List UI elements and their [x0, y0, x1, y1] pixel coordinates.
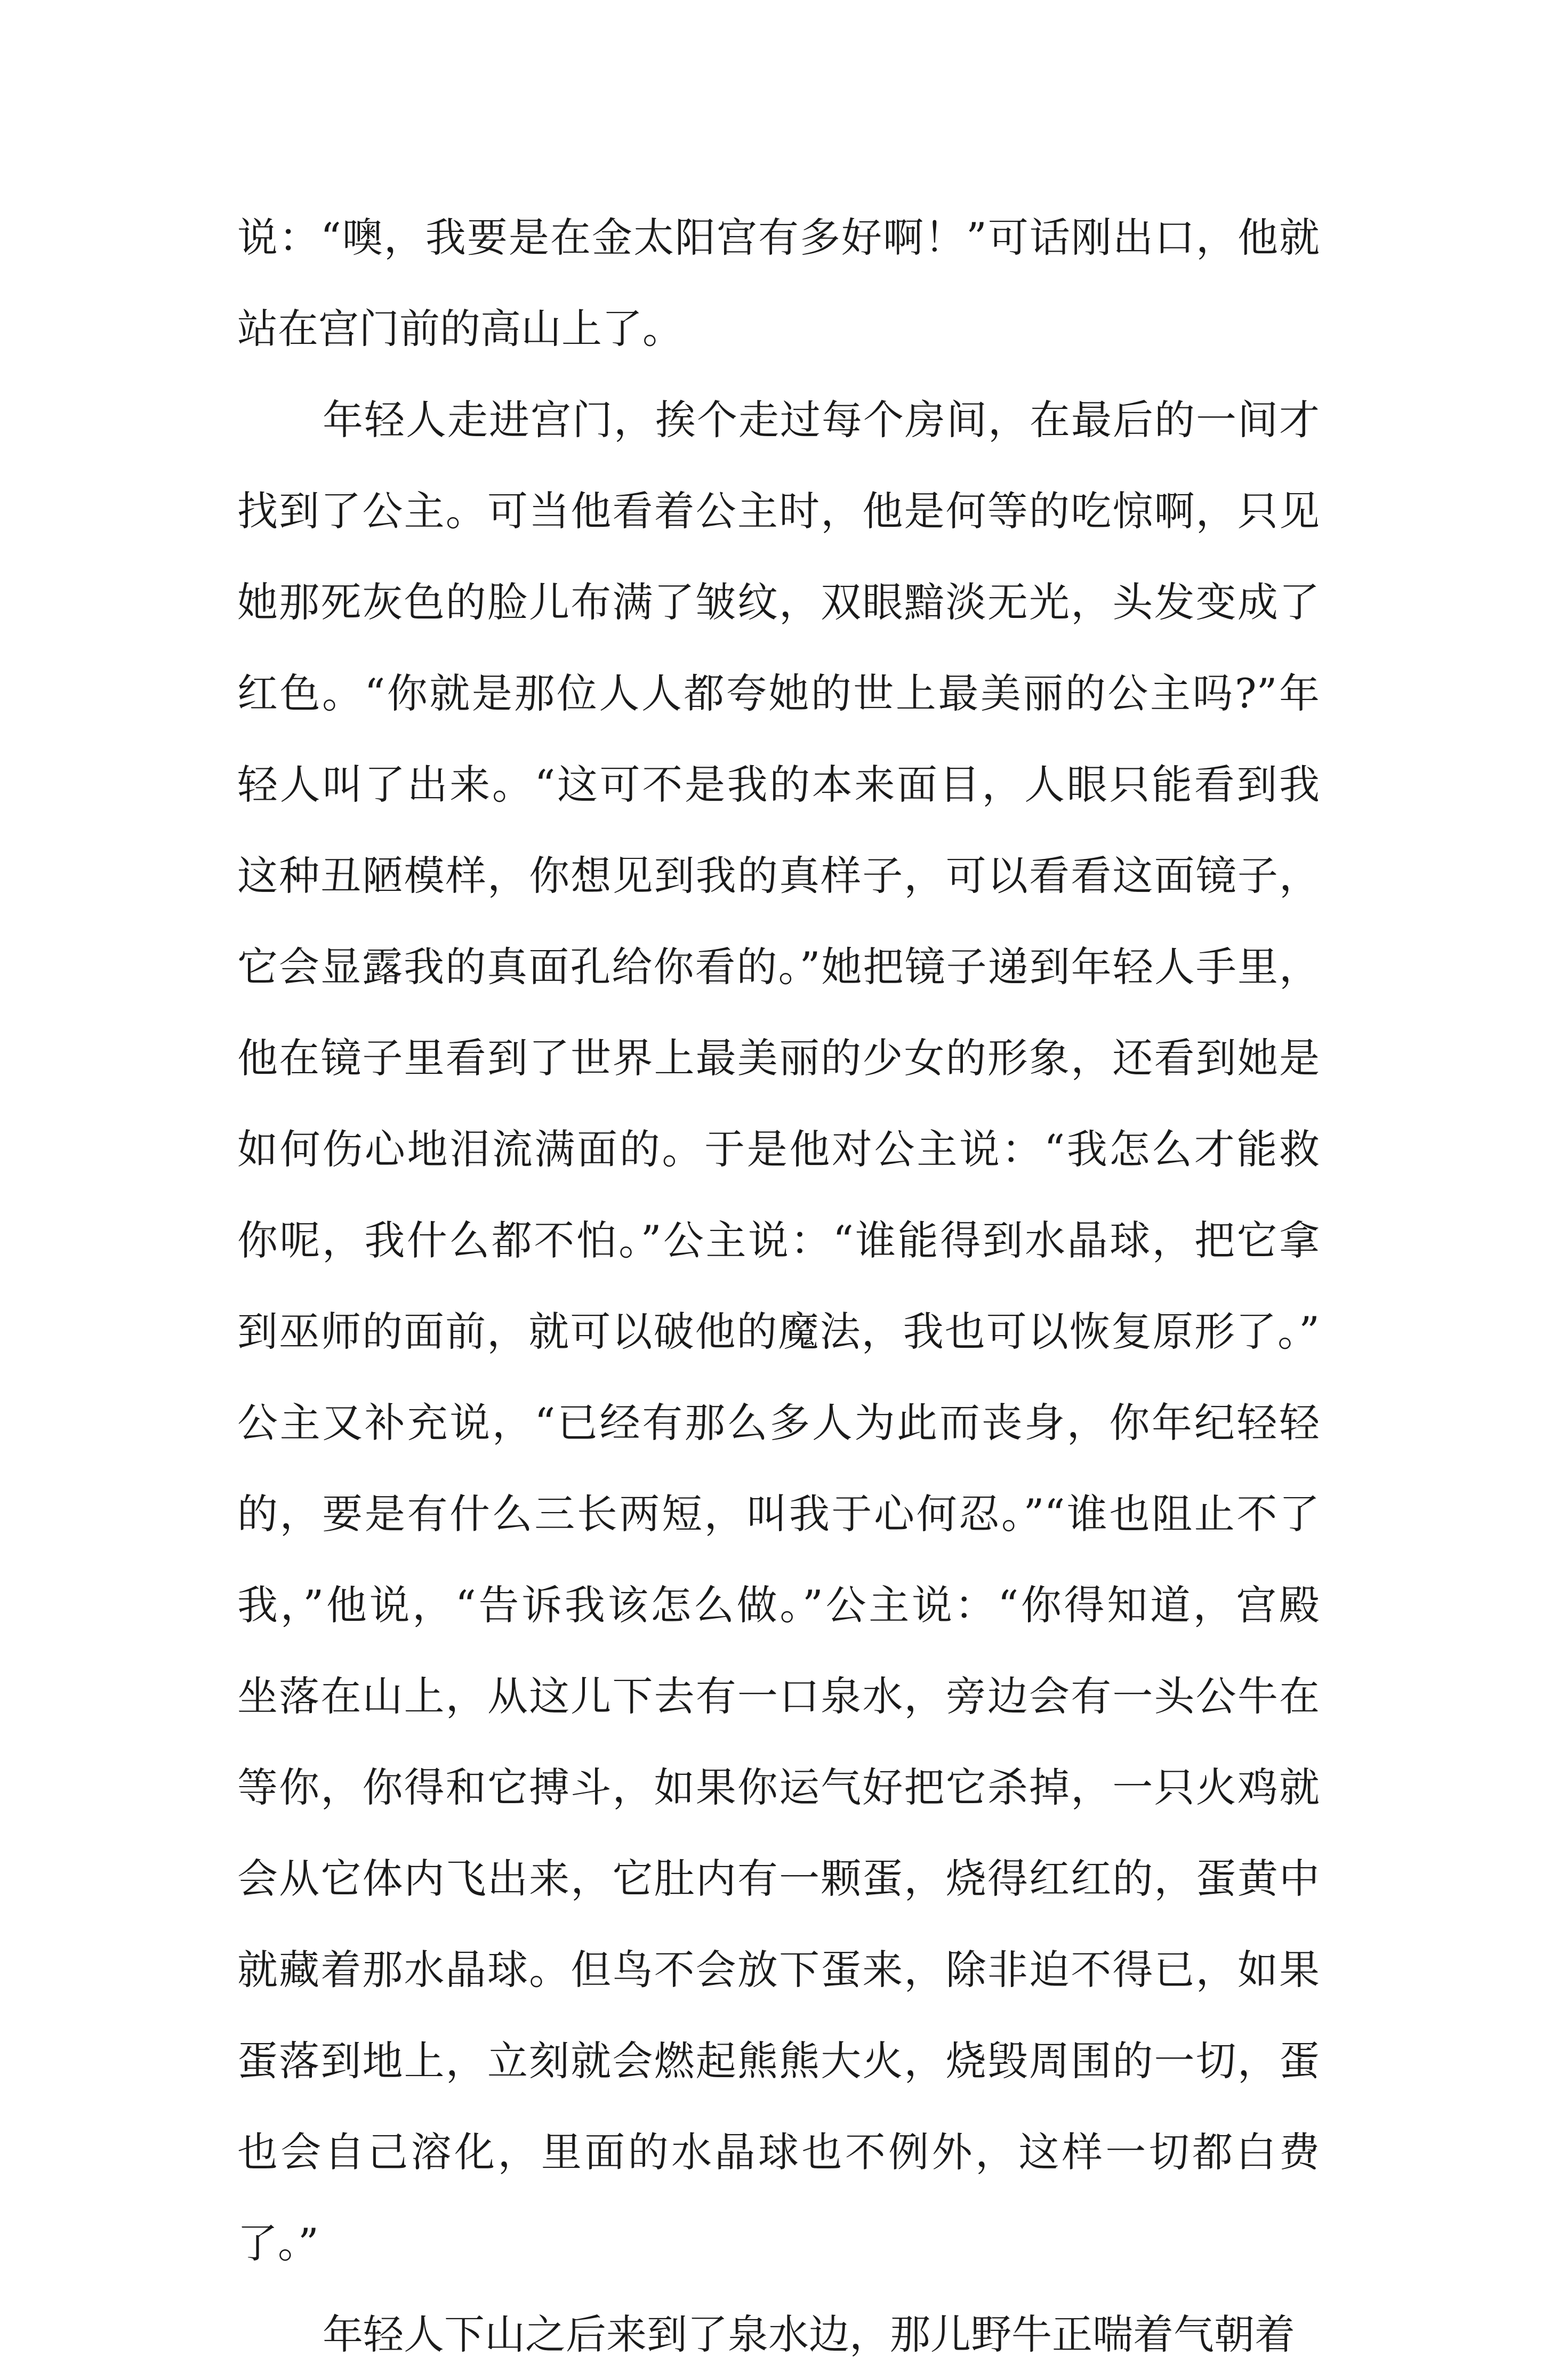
text-line: 会从它体内飞出来，它肚内有一颗蛋，烧得红红的，蛋黄中: [237, 1855, 1320, 1902]
text-line: 蛋落到地上，立刻就会燃起熊熊大火，烧毁周围的一切，蛋: [237, 2037, 1320, 2085]
text-line: 我，”他说，“告诉我该怎么做。”公主说：“你得知道，宫殿: [237, 1581, 1320, 1629]
text-line: 了。”: [237, 2220, 319, 2267]
text-line: 公主又补充说，“已经有那么多人为此而丧身，你年纪轻轻: [237, 1399, 1320, 1446]
text-line: 找到了公主。可当他看着公主时，他是何等的吃惊啊，只见: [237, 487, 1320, 535]
text-line: 的，要是有什么三长两短，叫我于心何忍。”“谁也阻止不了: [237, 1490, 1320, 1538]
text-line: 它会显露我的真面孔给你看的。”她把镜子递到年轻人手里，: [237, 943, 1320, 991]
text-line: 说：“噢，我要是在金太阳宫有多好啊！”可话刚出口，他就: [237, 214, 1320, 261]
text-line: 红色。“你就是那位人人都夸她的世上最美丽的公主吗?”年: [237, 670, 1320, 717]
text-line: 坐落在山上，从这儿下去有一口泉水，旁边会有一头公牛在: [237, 1673, 1320, 1720]
text-line: 年轻人下山之后来到了泉水边，那儿野牛正喘着气朝着: [323, 2311, 1295, 2358]
text-line: 轻人叫了出来。“这可不是我的本来面目，人眼只能看到我: [237, 761, 1320, 808]
text-line: 这种丑陋模样，你想见到我的真样子，可以看看这面镜子，: [237, 852, 1320, 899]
text-line: 站在宫门前的高山上了。: [237, 305, 683, 352]
text-line: 她那死灰色的脸儿布满了皱纹，双眼黯淡无光，头发变成了: [237, 578, 1320, 626]
text-line: 他在镜子里看到了世界上最美丽的少女的形象，还看到她是: [237, 1034, 1320, 1082]
text-line: 就藏着那水晶球。但鸟不会放下蛋来，除非迫不得已，如果: [237, 1946, 1320, 1993]
text-line: 如何伤心地泪流满面的。于是他对公主说：“我怎么才能救: [237, 1125, 1320, 1173]
body-text: [237, 192, 1320, 2380]
text-line: 也会自己溶化，里面的水晶球也不例外，这样一切都白费: [237, 2128, 1320, 2176]
text-line: 到巫师的面前，就可以破他的魔法，我也可以恢复原形了。”: [237, 1308, 1320, 1355]
text-line: 你呢，我什么都不怕。”公主说：“谁能得到水晶球，把它拿: [237, 1217, 1320, 1264]
text-line: 年轻人走进宫门，挨个走过每个房间，在最后的一间才: [323, 396, 1320, 444]
text-line: 等你，你得和它搏斗，如果你运气好把它杀掉，一只火鸡就: [237, 1764, 1320, 1811]
